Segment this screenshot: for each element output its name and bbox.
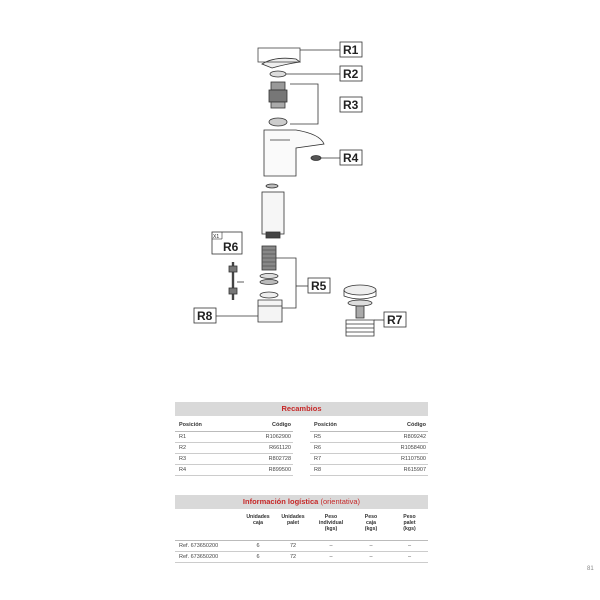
label-r1: R1 bbox=[343, 43, 359, 57]
cell-position: R5 bbox=[314, 434, 322, 440]
cell-weight-box: – bbox=[369, 554, 373, 560]
table-row bbox=[175, 454, 293, 465]
logistics-title bbox=[175, 495, 428, 509]
label-r6: R6 bbox=[223, 240, 239, 254]
label-r3: R3 bbox=[343, 98, 359, 112]
header-weight-individual: Peso individual (kgs) bbox=[318, 514, 344, 532]
aerator-part bbox=[311, 156, 340, 161]
cell-position: R8 bbox=[314, 467, 322, 473]
cell-code: R661120 bbox=[269, 445, 291, 451]
hose-part bbox=[229, 262, 244, 300]
header-units-box: Unidades caja bbox=[246, 514, 270, 526]
cell-code: R1058400 bbox=[400, 445, 426, 451]
fixing-kit-part bbox=[260, 246, 308, 308]
spare-parts-title: Recambios bbox=[175, 402, 428, 416]
cell-code: R1062900 bbox=[265, 434, 291, 440]
shank-part bbox=[262, 184, 284, 238]
cell-units-box: 6 bbox=[256, 543, 260, 549]
label-r4: R4 bbox=[343, 151, 359, 165]
header-code: Código bbox=[272, 422, 291, 428]
logistics-title-main: Información logística bbox=[242, 497, 319, 506]
cell-units-box: 6 bbox=[256, 554, 260, 560]
cell-code: R1107500 bbox=[401, 456, 426, 462]
header-weight-pallet: Peso palet (kgs) bbox=[403, 514, 416, 532]
header-code: Código bbox=[407, 422, 426, 428]
header-weight-box: Peso caja (kgs) bbox=[364, 514, 378, 532]
spare-parts-header bbox=[175, 422, 293, 432]
logistics-table bbox=[175, 495, 428, 563]
cell-position: R3 bbox=[179, 456, 187, 462]
cell-code: R802728 bbox=[268, 456, 291, 462]
label-r7: R7 bbox=[387, 313, 403, 327]
spare-parts-left-column bbox=[175, 422, 293, 476]
spare-parts-header bbox=[310, 422, 428, 432]
table-row bbox=[175, 432, 293, 443]
logistics-title-note: (orientativa) bbox=[320, 497, 361, 506]
cell-code: R615907 bbox=[403, 467, 426, 473]
table-row bbox=[175, 443, 293, 454]
label-r2: R2 bbox=[343, 67, 359, 81]
label-r8: R8 bbox=[197, 309, 213, 323]
table-row bbox=[175, 541, 428, 552]
cell-position: R4 bbox=[179, 467, 187, 473]
table-row bbox=[310, 465, 428, 476]
header-position: Posición bbox=[179, 422, 202, 428]
cell-weight-individual: – bbox=[329, 554, 333, 560]
cell-units-pallet: 72 bbox=[289, 543, 297, 549]
table-row bbox=[310, 454, 428, 465]
table-row bbox=[310, 443, 428, 454]
cap-part bbox=[270, 71, 340, 77]
cell-position: R2 bbox=[179, 445, 187, 451]
table-row bbox=[310, 432, 428, 443]
logistics-header bbox=[175, 514, 428, 541]
spare-parts-table bbox=[175, 402, 428, 476]
cell-weight-individual: – bbox=[329, 543, 333, 549]
table-row bbox=[175, 465, 293, 476]
header-position: Posición bbox=[314, 422, 337, 428]
cell-weight-box: – bbox=[369, 543, 373, 549]
header-units-pallet: Unidades palet bbox=[281, 514, 305, 526]
label-r5: R5 bbox=[311, 279, 327, 293]
cell-units-pallet: 72 bbox=[289, 554, 297, 560]
cell-position: R6 bbox=[314, 445, 322, 451]
cell-ref: Ref. 673650200 bbox=[179, 554, 219, 560]
cell-ref: Ref. 673650200 bbox=[179, 543, 219, 549]
cell-position: R1 bbox=[179, 434, 187, 440]
spare-parts-right-column bbox=[310, 422, 428, 476]
cell-weight-pallet: – bbox=[407, 543, 412, 549]
nut-part bbox=[216, 300, 282, 322]
cell-weight-pallet: – bbox=[407, 554, 412, 560]
table-row bbox=[175, 552, 428, 563]
cartridge-part bbox=[269, 82, 318, 126]
handle-part bbox=[258, 48, 340, 68]
label-x1: X1 bbox=[213, 234, 220, 240]
cell-code: R899500 bbox=[268, 467, 291, 473]
faucet-body bbox=[264, 130, 324, 176]
cell-position: R7 bbox=[314, 456, 322, 462]
page-number: 81 bbox=[587, 566, 594, 572]
drain-part bbox=[344, 285, 384, 336]
cell-code: R809242 bbox=[403, 434, 426, 440]
